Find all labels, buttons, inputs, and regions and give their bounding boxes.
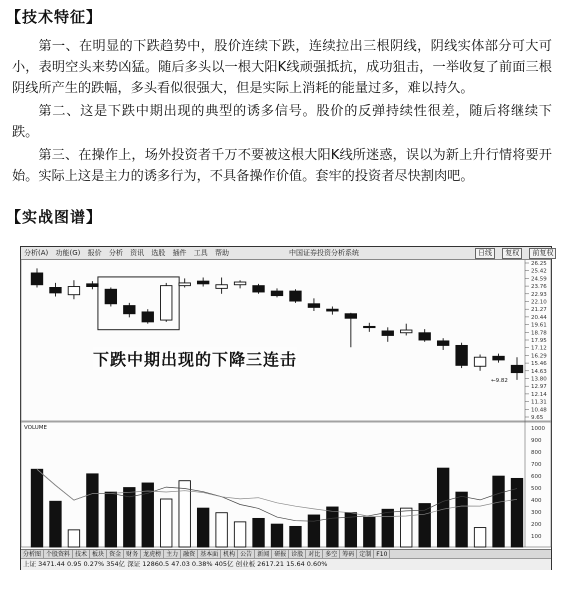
volume-tick-label: 600 <box>531 474 542 480</box>
volume-bar-up <box>216 513 227 547</box>
tab-3[interactable]: 板块 <box>90 550 107 559</box>
volume-bar-down <box>493 476 504 547</box>
price-tick-label: 18.78 <box>531 330 547 337</box>
tab-5[interactable]: 财务 <box>124 550 141 559</box>
paragraph-2: 第二、这是下跌中期出现的典型的诱多信号。股价的反弹持续性很差，随后将继续下跌。 <box>12 104 552 140</box>
candlestick-figure <box>20 246 552 570</box>
adjust-button[interactable]: 复权 <box>502 248 522 259</box>
toolbar-item[interactable]: 功能(G) <box>55 249 81 257</box>
toolbar-item[interactable]: 资讯 <box>130 249 145 257</box>
candle-down <box>253 286 264 292</box>
volume-bar-down <box>290 526 301 547</box>
price-tick-label: 22.93 <box>531 291 547 298</box>
candle-up <box>401 330 412 333</box>
tab-18[interactable]: 定制 <box>357 550 374 559</box>
price-tick-label: 25.42 <box>531 268 547 275</box>
candle-down <box>419 333 430 340</box>
volume-tick-label: 1000 <box>531 426 545 432</box>
volume-bar-down <box>345 513 356 547</box>
price-tick-label: 26.25 <box>531 261 547 267</box>
toolbar-item[interactable]: 分析 <box>108 249 123 257</box>
price-tick-label: 13.80 <box>531 376 547 383</box>
tab-4[interactable]: 资金 <box>107 550 124 559</box>
volume-bar-up <box>474 528 485 547</box>
tab-0[interactable]: 分析图 <box>21 550 44 559</box>
toolbar-item[interactable]: 选股 <box>151 249 166 257</box>
section-title-technical: 【技术特征】 <box>6 8 103 26</box>
candle-up <box>161 286 172 320</box>
price-tick-label: 12.14 <box>531 391 547 398</box>
volume-bar-down <box>327 507 338 547</box>
toolbar-item[interactable]: 分析(A) <box>24 249 49 257</box>
price-tick-label: 15.46 <box>531 361 547 368</box>
volume-bar-down <box>308 515 319 547</box>
toolbar-center-title: 中国证券投资分析系统 <box>289 249 359 257</box>
stock-chart <box>21 247 551 549</box>
candle-down <box>345 314 356 319</box>
price-tick-label: 20.44 <box>531 314 547 321</box>
volume-bar-down <box>197 508 208 547</box>
volume-panel <box>21 422 551 547</box>
price-tick-label: 23.76 <box>531 284 547 291</box>
toolbar-item[interactable]: 报价 <box>87 249 102 257</box>
volume-bar-up <box>161 499 172 547</box>
volume-bar-down <box>271 524 282 547</box>
low-price-marker: ←9.82 <box>491 377 508 384</box>
tab-12[interactable]: 新闻 <box>255 550 272 559</box>
volume-tick-label: 200 <box>531 522 542 528</box>
candle-down <box>382 331 393 336</box>
pattern-annotation: 下跌中期出现的下降三连击 <box>93 347 297 370</box>
paragraph-3: 第三、在操作上，场外投资者千万不要被这根大阳K线所迷惑，误以为新上升行情将要开始。实际上这是主力的诱多行为，不具备操作价值。套牢的投资者尽快割肉吧。 <box>12 148 552 184</box>
price-tick-label: 14.63 <box>531 368 547 375</box>
volume-bar-down <box>105 492 116 547</box>
tab-13[interactable]: 研报 <box>272 550 289 559</box>
candle-down <box>105 289 116 303</box>
volume-tick-label: 100 <box>531 534 542 540</box>
price-tick-label: 12.97 <box>531 384 547 391</box>
candle-down <box>50 287 61 292</box>
candle-down <box>493 356 504 360</box>
tab-15[interactable]: 对比 <box>306 550 323 559</box>
pre-adjust-button[interactable]: 前复权 <box>529 248 556 259</box>
section-title-chart: 【实战图谱】 <box>6 208 103 226</box>
volume-tick-label: 300 <box>531 510 542 516</box>
price-tick-label: 22.10 <box>531 299 547 306</box>
tab-17[interactable]: 筹码 <box>340 550 357 559</box>
toolbar-item[interactable]: 插件 <box>172 249 187 257</box>
volume-tick-label: 800 <box>531 450 542 456</box>
candle-down <box>290 291 301 301</box>
price-tick-label: 11.31 <box>531 399 547 406</box>
body-paragraphs <box>12 36 552 189</box>
price-tick-label: 24.59 <box>531 276 547 283</box>
candle-up <box>216 285 227 289</box>
volume-tick-label: 500 <box>531 486 542 492</box>
volume-bar-down <box>253 518 264 547</box>
paragraph-1: 第一、在明显的下跌趋势中，股价连续下跌，连续拉出三根阴线，阴线实体部分可大可小，表明空头来势凶猛。随后多头以一根大阳K线顽强抵抗，成功狙击，一举收复了前面三根阴线所产生的跌幅，多头看似很强大，但是实际上消耗的能量过多，难以持久。 <box>12 39 552 96</box>
candle-up <box>234 282 245 285</box>
status-bar: 上证 3471.44 0.95 0.27% 354亿 深证 12860.5 47.03 0.38% 405亿 创业板 2617.21 15.64 0.60% <box>21 558 551 570</box>
price-tick-label: 17.12 <box>531 345 547 352</box>
toolbar-right-group <box>472 247 558 259</box>
volume-bar-down <box>31 469 42 547</box>
candle-up <box>68 287 79 295</box>
candle-up <box>179 283 190 286</box>
candle-down <box>364 326 375 327</box>
toolbar-item[interactable]: 工具 <box>193 249 208 257</box>
volume-bar-down <box>437 468 448 547</box>
price-tick-label: 21.27 <box>531 307 547 314</box>
candle-down <box>511 365 522 372</box>
candle-down <box>271 291 282 296</box>
tab-1[interactable]: 个股资料 <box>44 550 73 559</box>
toolbar-item[interactable]: 帮助 <box>215 249 230 257</box>
tab-19[interactable]: F10 <box>374 550 390 559</box>
tab-2[interactable]: 技术 <box>73 550 90 559</box>
price-tick-label: 10.48 <box>531 407 547 414</box>
candle-down <box>87 284 98 287</box>
candle-down <box>31 273 42 285</box>
tab-7[interactable]: 主力 <box>164 550 181 559</box>
volume-tick-label: 900 <box>531 438 542 444</box>
tab-6[interactable]: 龙虎榜 <box>141 550 164 559</box>
candle-down <box>308 304 319 308</box>
volume-bar-up <box>68 530 79 547</box>
tab-9[interactable]: 基本面 <box>198 550 221 559</box>
price-tick-label: 16.29 <box>531 353 547 360</box>
candle-down <box>327 309 338 311</box>
volume-bar-down <box>87 474 98 547</box>
candle-down <box>142 312 153 322</box>
tab-14[interactable]: 诊股 <box>289 550 306 559</box>
volume-bar-up <box>401 508 412 547</box>
volume-bar-down <box>142 483 153 547</box>
candle-down <box>456 345 467 365</box>
candle-down <box>437 341 448 346</box>
price-tick-label: 19.61 <box>531 322 547 329</box>
tab-16[interactable]: 多空 <box>323 550 340 559</box>
software-toolbar <box>21 247 554 260</box>
volume-tick-label: 400 <box>531 498 542 504</box>
period-button[interactable]: 日线 <box>475 248 495 259</box>
tab-10[interactable]: 机构 <box>221 550 238 559</box>
volume-bar-down <box>364 517 375 547</box>
price-panel <box>21 259 551 421</box>
volume-bar-down <box>456 492 467 547</box>
volume-bar-down <box>124 488 135 547</box>
volume-bar-up <box>234 522 245 547</box>
candle-down <box>124 306 135 314</box>
price-tick-label: 17.95 <box>531 338 547 344</box>
tab-11[interactable]: 公告 <box>238 550 255 559</box>
candle-down <box>197 281 208 284</box>
indicator-label: VOLUME <box>24 425 48 431</box>
volume-tick-label: 700 <box>531 462 542 468</box>
volume-bar-down <box>382 509 393 547</box>
price-tick-label: 9.65 <box>531 415 544 421</box>
volume-bar-down <box>50 501 61 547</box>
candle-up <box>474 357 485 366</box>
tab-8[interactable]: 融资 <box>181 550 198 559</box>
